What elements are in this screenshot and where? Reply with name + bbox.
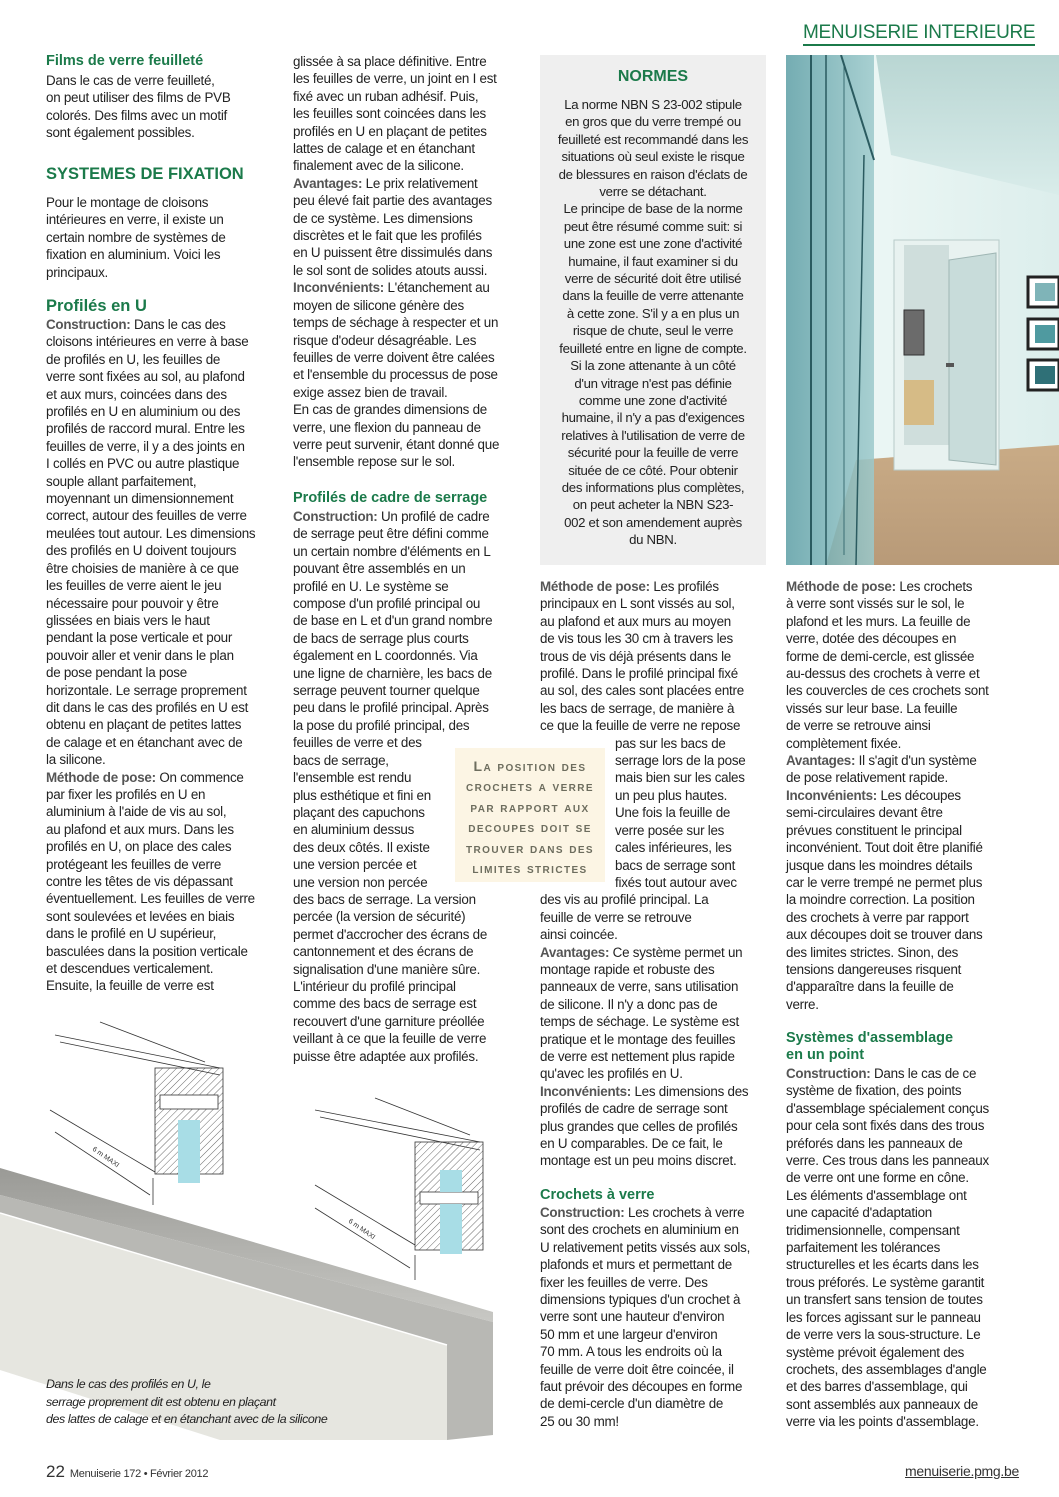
- dimension-label-2: 6 m MAXI: [346, 1217, 377, 1242]
- body-text: pas sur les bacs de serrage lors de la pose mais bien sur les cales un peu plus hautes. Une fois la feuille de verre posée sur les cales inférieures, les bacs de serrage sont fixés tout autour avec: [615, 735, 746, 890]
- label-construction: Construction:: [540, 1205, 625, 1220]
- section-profiles-u: [46, 316, 255, 995]
- label-construction: Construction:: [786, 1066, 871, 1081]
- paragraph-methode: [46, 769, 255, 995]
- footer-folio: [46, 1462, 208, 1482]
- issue-info: Menuiserie 172 • Février 2012: [69, 1468, 209, 1480]
- section-drawing-2: [315, 1098, 483, 1280]
- paragraph-avantages: [293, 175, 499, 279]
- body-text: Pour le montage de cloisons intérieures en verre, il existe un certain nombre de systèmes de fixation en aluminium. Voici les principaux.: [46, 195, 226, 280]
- body-text: L'étanchement au moyen de silicone génère des temps de séchage à respecter et un risque d'odeur désagréable. Les feuilles de verre doivent être calées et l'ensemble du processus de pose exige assez bien de travail.: [293, 280, 499, 400]
- body-text: Dans le cas de verre feuilleté, on peut utiliser des films de PVB colorés. Des films avec un motif sont également possibles.: [46, 73, 231, 141]
- section-crochets-methode: [786, 578, 989, 1013]
- interior-glass-partition-photo: [786, 55, 1059, 565]
- heading-profiles-u: Profilés en U: [46, 297, 147, 315]
- body-text: Un profilé de cadre de serrage peut être défini comme un certain nombre d'éléments en L pouvant être assemblés en un profilé en U. Le système se compose d'un profilé principal ou de base en L et d'un grand nombre de bacs de serrage plus courts également en L coordonnés. Via une ligne de charnière, les bacs de serrage peuvent tourner quelque peu dans le profilé principal. Après la pose du profilé principal, des feuilles de verre et des bacs de serrage, l'ensemble est rendu plus esthétique et fini en plaçant des capuchons en aluminium dessus des deux côtés. Il existe une version percée et une version non percée des bacs de serrage. La version percée (la version de sécurité) permet d'accrocher des écrans de cantonnement et des écrans de signalisation d'une manière sûre. L'intérieur du profilé principal comme des bacs de serrage est recouvert d'une garniture préollée veillant à ce que la feuille de verre puisse être adaptée aux profilés.: [293, 509, 493, 1064]
- body-text: Dans le cas des cloisons intérieures en verre à base de profilés en U, les feuilles de verre sont fixées au sol, au plafond et aux murs, coincées dans des profilés en U en aluminium ou des profilés de raccord mural. Entre les feuilles de verre, il y a des joints en I collés en PVC ou autre plastique souple allant parfaitement, moyennant un dimensionnement correct, autour des feuilles de verre meulées tout autour. Les dimensions des profilés en U doivent toujours être choisies de manière à ce que les feuilles de verre aient le jeu nécessaire pour pouvoir y être glissées en biais vers le haut pendant la pose verticale et pour pouvoir aller et venir dans le plan de pose pendant la pose horizontale. Le serrage proprement dit dans le cas des profilés en U est obtenu en plaçant de petites lattes de calage et en étanchant avec de la silicone.: [46, 317, 256, 768]
- body-text: Les dimensions des profilés de cadre de serrage sont plus grandes que celles de profilés en U comparables. De ce fait, le montage est un peu moins discret.: [540, 1083, 749, 1169]
- body-text: Il s'agit d'un système de pose relativement rapide.: [786, 753, 977, 786]
- paragraph-systemes: [46, 194, 226, 281]
- label-construction: Construction:: [293, 509, 378, 524]
- heading-assemblage: Systèmes d'assemblage en un point: [786, 1030, 954, 1064]
- paragraph-films: [46, 72, 231, 142]
- heading-cadre-serrage: Profilés de cadre de serrage: [293, 490, 488, 506]
- pull-quote-text: La position des crochets a verre par rapport aux decoupes doit se trouver dans des limites strictes: [466, 758, 594, 877]
- body-text: Le prix relativement peu élevé fait partie des avantages de ce système. Les dimensions discrètes et le fait que les profilés en U puissent être dissimulés dans le sol sont de solides atouts aussi.: [293, 175, 493, 278]
- website-link[interactable]: menuiserie.pmg.be: [905, 1463, 1019, 1479]
- body-text: En cas de grandes dimensions de verre, une flexion du panneau de verre peut survenir, étant donné que l'ensemble repose sur le sol.: [293, 402, 500, 470]
- label-inconvenients: Inconvénients:: [293, 280, 384, 296]
- label-avantages: Avantages:: [540, 944, 610, 960]
- heading-films: Films de verre feuilleté: [46, 53, 204, 69]
- label-methode: Méthode de pose:: [46, 769, 156, 785]
- body-text: Les crochets à verre sont vissés sur le sol, le plafond et les murs. La feuille de verre, dotée des découpes en forme de demi-cercle, est glissée au-dessus des crochets à verre et les couvercles de ces crochets sont vissés sur leur base. La feuille de verre se retrouve ainsi complètement fixée.: [786, 579, 989, 751]
- label-avantages: Avantages:: [786, 753, 856, 769]
- section-crochets: [540, 1204, 750, 1430]
- normes-sidebar: [540, 55, 766, 565]
- section-drawing-1: [50, 1022, 223, 1205]
- page-number: 22: [46, 1462, 65, 1481]
- figure-caption: Dans le cas des profilés en U, le serrage proprement dit est obtenu en plaçant des lattes de calage et en étanchant avec de la silicone: [46, 1377, 328, 1427]
- section-assemblage: [786, 1065, 989, 1431]
- body-text: glissée à sa place définitive. Entre les feuilles de verre, un joint en I est fixé avec un ruban adhésif. Puis, les feuilles sont coincées dans les profilés en U en plaçant de petites lattes de calage et en étanchant finalement avec de la silicone.: [293, 54, 497, 174]
- label-avantages: Avantages:: [293, 175, 363, 191]
- paragraph-inconvenients: [293, 279, 499, 401]
- body-text: Dans le cas de ce système de fixation, des points d'assemblage spécialement conçus pour cela sont fixés dans des trous préforés dans les panneaux de verre. Ces trous dans les panneaux de verre ont une forme en cône. Les éléments d'assemblage ont une capacité d'adaptation tridimensionnelle, compensant parfaitement les tolérances structurelles et les écarts dans les trous préforés. Le système garantit un transfert sans tension de toutes les forces agissant sur le panneau de verre vers la sous-structure. Le système prévoit également des crochets, des assemblages d'angle et des barres d'assemblage, qui sont assemblés aux panneaux de verre via les points d'assemblage.: [786, 1066, 989, 1430]
- pull-quote: [455, 748, 605, 882]
- normes-text: La norme NBN S 23-002 stipule en gros que du verre trempé ou feuilleté est recommandé dans les situations où seul existe le risque de blessures en raison d'éclats de verre se détachant. Le principe de base de la norme peut être résumé comme suit: si une zone est une zone d'activité humaine, il faut examiner si du verre de sécurité doit être utilisé dans la feuille de verre attenante à cette zone. S'il y a en plus un risque de chute, seul le verre feuilleté entre en ligne de compte. Si la zone attenante à un côté d'un vitrage n'est pas définie comme une zone d'activité humaine, il n'y a pas d'exigences relatives à l'utilisation de verre de sécurité pour la feuille de verre située de ce côté. Pour obtenir des informations plus complètes, on peut acheter la NBN S23- 002 et son amendement auprès du NBN.: [557, 97, 749, 548]
- dimension-label-1: 6 m MAXI: [90, 1145, 121, 1170]
- body-text: Les crochets à verre sont des crochets en aluminium en U relativement petits vissés aux sols, plafonds et murs et permettant de fixer les feuilles de verre. Des dimensions typiques d'un crochet à verre sont une hauteur d'environ 50 mm et une largeur d'environ 70 mm. A tous les endroits où la feuille de verre doit être coincée, il faut prévoir des découpes en forme de demi-cercle d'un diamètre de 25 ou 30 mm!: [540, 1205, 751, 1429]
- body-text: Ce système permet un montage rapide et robuste des panneaux de verre, sans utilisation de silicone. Il n'y a donc pas de temps de séchage. Le système est pratique et le montage des feuilles de verre est nettement plus rapide qu'avec les profilés en U.: [540, 944, 743, 1082]
- paragraph-construction: [46, 316, 255, 769]
- label-methode: Méthode de pose:: [786, 579, 896, 594]
- normes-title: NORMES: [617, 68, 689, 85]
- label-methode: Méthode de pose:: [540, 579, 650, 594]
- body-text: Les profilés principaux en L sont vissés au sol, au plafond et aux murs au moyen de vis tous les 30 cm à travers les trous de vis déjà présents dans le profilé. Dans le profilé principal fixé au sol, des cales sont placées entre les bacs de serrage, de manière à ce que la feuille de verre ne repose: [540, 579, 744, 734]
- body-text: des vis au profilé principal. La feuille de verre se retrouve ainsi coincée.: [540, 892, 709, 943]
- label-inconvenients: Inconvénients:: [786, 787, 877, 803]
- heading-systemes: SYSTEMES DE FIXATION: [46, 165, 244, 183]
- label-construction: Construction:: [46, 317, 131, 332]
- section-title: MENUISERIE INTERIEURE: [803, 22, 1035, 46]
- body-text: Les découpes semi-circulaires devant être prévues constituent le principal inconvénient. Tout doit être planifié jusque dans les moindres détails car le verre trempé ne permet plus la moindre correction. La position des crochets à verre par rapport aux découpes doit se trouver dans des limites strictes. Sinon, des tensions dangereuses risquent d'apparaître dans la feuille de verre.: [786, 787, 983, 1012]
- section-profiles-u-cont: [293, 53, 499, 471]
- body-text: On commence par fixer les profilés en U en aluminium à l'aide de vis au sol, au plafond et aux murs. Dans les profilés en U, on place des cales protégeant les feuilles de verre contre les têtes de vis dépassant éventuellement. Les feuilles de verre sont soulevées et levées en biais dans le profilé en U supérieur, basculées dans la position verticale et descendues verticalement. Ensuite, la feuille de verre est: [46, 769, 255, 994]
- label-inconvenients: Inconvénients:: [540, 1083, 631, 1099]
- heading-crochets: Crochets à verre: [540, 1187, 655, 1203]
